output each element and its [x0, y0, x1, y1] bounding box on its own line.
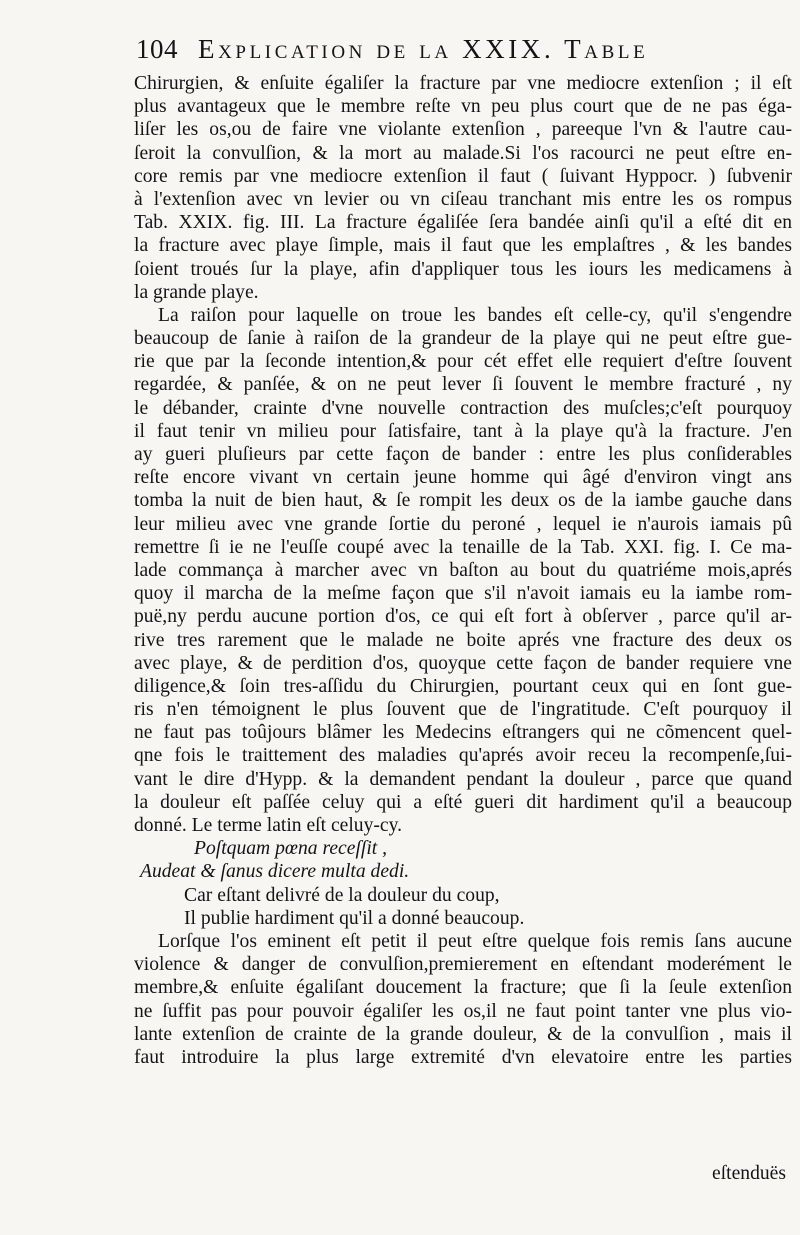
text-line: diligence,& ſoin tres-aſſidu du Chirurgien, pourtant ceux qui en ſont gue- [134, 675, 792, 697]
body-text [134, 72, 792, 1069]
text-line: Lorſque l'os eminent eſt petit il peut eſtre quelque fois remis ſans aucune [158, 930, 792, 952]
page-number: 104 [136, 34, 178, 64]
french-verse-line: Il publie hardiment qu'il a donné beaucoup. [184, 907, 525, 929]
text-line: leur milieu avec vne grande ſortie du peroné , lequel ie n'aurois iamais pû [134, 513, 792, 535]
text-line: rive tres rarement que le malade ne boite aprés vne fracture des deux os [134, 629, 792, 651]
text-line: la douleur eſt paſſée celuy qui a eſté gueri dit hardiment qu'il a beaucoup [134, 791, 792, 813]
text-line: Chirurgien, & enſuite égaliſer la fracture par vne mediocre extenſion ; il eſt [134, 73, 792, 94]
latin-verse-line: Poſtquam pœna receſſit , [194, 838, 388, 860]
text-line: faut introduire la plus large extremité d'vn elevatoire entre les parties [134, 1046, 792, 1068]
text-line: rie que par la ſeconde intention,& pour cét effet elle requiert d'eſtre ſouvent [134, 351, 792, 373]
text-line: lante extenſion de crainte de la grande douleur, & de la convulſion , mais il [134, 1023, 792, 1045]
text-line: Tab. XXIX. fig. III. La fracture égaliſée ſera bandée ainſi qu'il a eſté dit en [134, 212, 792, 234]
text-line: violence & danger de convulſion,premierement en eſtendant moderément le [134, 954, 792, 976]
text-line: la fracture avec playe ſimple, mais il faut que les emplaſtres , & les bandes [134, 235, 792, 257]
text-line: vant le dire d'Hypp. & la demandent pendant la douleur , parce que quand [134, 768, 792, 790]
text-line: lade commança à marcher avec vn baſton au bout du quatriéme mois,aprés [134, 559, 792, 581]
text-line: ſeroit la convulſion, & la mort au malade.Si l'os racourci ne peut eſtre en- [134, 142, 792, 164]
french-verse-line: Car eſtant delivré de la douleur du coup, [184, 884, 500, 906]
text-line: plus avantageux que le membre reſte vn peu plus court que de ne pas éga- [134, 96, 792, 118]
text-line: le débander, crainte d'vne nouvelle contraction des muſcles;c'eſt pourquoy [134, 397, 792, 419]
text-line: quoy il marcha de la meſme façon que s'il n'avoit iamais eu la iambe rom- [134, 583, 792, 605]
text-line: avec playe, & de perdition d'os, quoyque cette façon de bander requiere vne [134, 652, 792, 674]
text-line: remettre ſi ie ne l'euſſe coupé avec la tenaille de la Tab. XXI. fig. I. Ce ma- [134, 536, 792, 558]
text-line: ne ſuffit pas pour pouvoir égaliſer les os,il ne faut point tanter vne plus vio- [134, 1000, 792, 1022]
running-head: Explication de la XXIX. Table [198, 34, 649, 64]
text-line: liſer les os,ou de faire vne violante extenſion , pareeque l'vn & l'autre cau- [134, 119, 792, 141]
text-line: La raiſon pour laquelle on troue les bandes eſt celle-cy, qu'il s'engendre [158, 304, 792, 326]
text-line: beaucoup de ſanie à raiſon de la grandeur de la playe qui ne peut eſtre gue- [134, 328, 792, 350]
latin-verse-line: Audeat & ſanus dicere multa dedi. [140, 861, 410, 883]
text-line: à l'extenſion avec vn levier ou vn ciſeau tranchant mis entre les os rompus [134, 188, 792, 210]
text-line: tomba la nuit de bien haut, & ſe rompit les deux os de la iambe gauche dans [134, 490, 792, 512]
text-line: puë,ny perdu aucune portion d'os, ce qui eſt fort à obſerver , parce qu'il ar- [134, 606, 792, 628]
text-line: il faut tenir vn milieu pour ſatisfaire, tant à la playe qu'à la fracture. J'en [134, 420, 792, 442]
text-line: reſte encore vivant vn certain jeune homme qui âgé d'environ vingt ans [134, 467, 792, 489]
text-line: ay gueri pluſieurs par cette façon de bander : entre les plus conſiderables [134, 444, 792, 465]
text-line: core remis par vne mediocre extenſion il faut ( ſuivant Hyppocr. ) ſubvenir [134, 165, 792, 187]
text-line: ris n'en témoignent le plus ſouvent que de l'ingratitude. C'eſt pourquoy il [134, 699, 792, 721]
text-line: qne fois le traittement des maladies qu'aprés avoir receu la recompenſe,ſui- [134, 745, 792, 767]
text-line: ne faut pas toûjours blâmer les Medecins eſtrangers qui ne cõmencent quel- [134, 722, 792, 744]
text-line: la grande playe. [134, 281, 259, 303]
text-line: membre,& enſuite égaliſant doucement la fracture; que ſi la ſeule extenſion [134, 977, 792, 999]
text-line: donné. Le terme latin eſt celuy-cy. [134, 815, 403, 836]
page-header [0, 34, 800, 74]
text-line: ſoient troués ſur la playe, afin d'appliquer tous les iours les medicamens à [134, 258, 792, 280]
catchword: eſtenduës [712, 1163, 786, 1184]
text-line: regardée, & panſée, & on ne peut lever ſi ſouvent le membre fracturé , ny [134, 374, 792, 396]
